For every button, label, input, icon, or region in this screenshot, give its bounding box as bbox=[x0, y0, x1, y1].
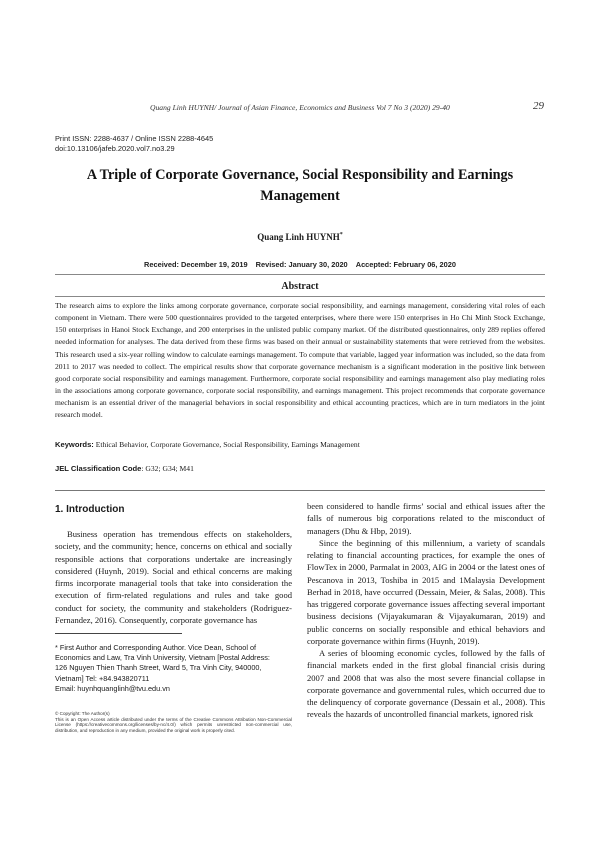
jel-line bbox=[55, 464, 545, 473]
jel-codes: : G32; G34; M41 bbox=[141, 464, 194, 473]
abstract-text: The research aims to explore the links among corporate governance, corporate social responsibility, and earnings management, considering vital roles of each component in Vietnam. There were 500 questionnaires provided to the targeted enterprises, where there were 150 enterprises in Ho Chi Minh Stock Exchange, 150 enterprises in Hanoi Stock Exchange, and 200 enterprises in the unlisted public company market. Of the distributed questionnaires, only 289 replies offered needed information for analyses. The data derived from these firms was based on their annual or sustainability statements that were retrieved from the websites. This research used a six-year rolling window to calculate earnings management. To compute that variable, lagged year information was included, so the data from 2011 to 2017 was needed to collect. The empirical results show that corporate governance mechanism is a significant moderation in the positive link between good corporate social responsibility and earnings management. Furthermore, corporate social responsibility and earnings management also play mediating roles in the associations among corporate governance, corporate social responsibility, and earnings management. This project recommends that corporate governance mechanism is an essential driver of the managerial behaviors in social responsibility and ethical accounting practices, which are in turn mediators in the joint research model. bbox=[55, 301, 545, 420]
abstract-heading: Abstract bbox=[281, 281, 319, 292]
copyright-line: © Copyright: The Author(s) bbox=[55, 711, 110, 716]
author-name: Quang Linh HUYNH bbox=[257, 232, 340, 242]
paper-title: A Triple of Corporate Governance, Social Responsibility and Earnings Management bbox=[86, 167, 514, 204]
running-title: Quang Linh HUYNH/ Journal of Asian Finance, Economics and Business Vol 7 No 3 (2020) 29-40 bbox=[150, 103, 450, 112]
intro-paragraph: been considered to handle firms’ social and ethical issues after the falls of numerous big corporations related to the misconduct of managers (Dhu & Hbp, 2019). bbox=[307, 501, 545, 536]
footnote-line: Vietnam] Tel: +84.943820711 bbox=[55, 673, 150, 683]
right-column bbox=[307, 500, 545, 721]
accepted-date: Accepted: February 06, 2020 bbox=[355, 260, 456, 269]
jel-label: JEL Classification Code bbox=[55, 464, 142, 473]
page-number: 29 bbox=[533, 100, 544, 112]
received-date: Received: December 19, 2019 bbox=[144, 260, 248, 269]
footnote-line: * First Author and Corresponding Author. Vice Dean, School of bbox=[55, 643, 257, 652]
author-mark: * bbox=[339, 232, 343, 238]
license-text: This is an Open Access article distributed under the terms of the Creative Commons Attribution Non-Commercial License (https://creativecommons.org/licenses/by-nc/4.0/) which permits unrestricted non-commercial use, distribution, and reproduction in any medium, provided the original work is properly cited. bbox=[55, 716, 292, 734]
section-divider bbox=[55, 490, 545, 491]
doi-line: doi:10.13106/jafeb.2020.vol7.no3.29 bbox=[55, 144, 175, 153]
intro-paragraph: Since the beginning of this millennium, a variety of scandals relating to financial accounting practices, for example the ones of FlowTex in 2000, Parmalat in 2003, AIG in 2004 or the latest ones of Pescanova in 2013, Toshiba in 2015 and 1Malaysia Development Berhad in 2018, have occurred (Dessain, Meier, & Salas, 2008). This has triggered corporate governance issues affecting several important business decisions (Vijayakumaran & Vijayakumaran, 2019) and public concerns on socially responsible and ethical behaviors and corporate governance within firms (Huynh, 2019). bbox=[307, 537, 545, 646]
footnote-line: 126 Nguyen Thien Thanh Street, Ward 5, Tra Vinh City, 940000, bbox=[55, 663, 262, 673]
introduction-heading: 1. Introduction bbox=[55, 504, 125, 515]
footnote-rule bbox=[55, 633, 182, 634]
keywords-label: Keywords: bbox=[55, 440, 94, 449]
author-footnote bbox=[55, 643, 292, 694]
keywords-line bbox=[55, 440, 545, 449]
intro-paragraph: Business operation has tremendous effects on stakeholders, society, and the community; hence, concerns on ethical and socially responsible actions that corporations undertake are increasingly considered (Huynh, 2019). Social and ethical concerns are making firms incorporate managerial tools that take into consideration the execution of firm-related regulations and rules and take good conduct for society, the community and stakeholders (Rodriguez-Fernandez, 2016). Consequently, corporate governance has bbox=[55, 529, 292, 625]
keywords-text: Ethical Behavior, Corporate Governance, Social Responsibility, Earnings Management bbox=[95, 440, 360, 449]
issn-line: Print ISSN: 2288-4637 / Online ISSN 2288-4645 bbox=[55, 134, 214, 143]
left-column bbox=[55, 528, 292, 626]
dates-line bbox=[0, 260, 600, 269]
running-header bbox=[0, 100, 600, 119]
footnote-line: Economics and Law, Tra Vinh University, Vietnam [Postal Address: bbox=[55, 653, 270, 663]
issn-block bbox=[55, 134, 213, 154]
footnote-email: Email: huynhquanglinh@tvu.edu.vn bbox=[55, 683, 170, 693]
revised-date: Revised: January 30, 2020 bbox=[255, 260, 348, 269]
abstract-rule-bottom bbox=[55, 296, 545, 297]
intro-paragraph: A series of blooming economic cycles, followed by the falls of financial markets ended in the first global financial crisis during 2007 and 2008 that was also the most severe financial collapse in corporate governance and governmental rules, which occurred due to the delinquency of corporate governance (Dessain et al., 2008). This reveals the hazards of uncontrolled financial markets, ignored risk bbox=[307, 648, 545, 720]
license-notice bbox=[55, 711, 292, 734]
author-line bbox=[0, 232, 600, 242]
abstract-rule-top bbox=[55, 274, 545, 275]
